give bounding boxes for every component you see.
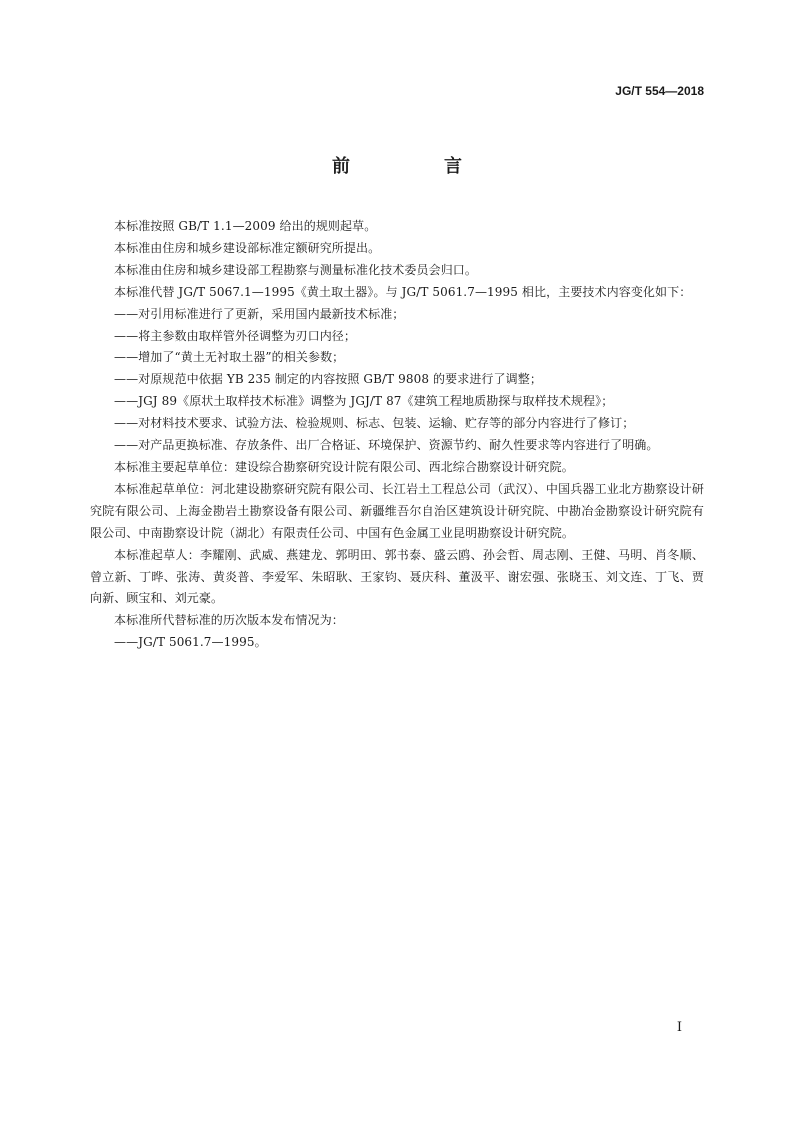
doc-code: JG/T 554—2018 (615, 84, 704, 98)
change-item: ——对引用标准进行了更新，采用国内最新技术标准； (114, 306, 405, 321)
change-item: ——对原规范中依据 YB 235 制定的内容按照 GB/T 9808 的要求进行了调整； (114, 372, 542, 387)
paragraph-drafters: 本标准起草人：李耀刚、武威、燕建龙、郭明田、郭书泰、盛云鸥、孙会哲、周志刚、王健、马明、肖冬顺、曾立新、丁晔、张涛、黄炎普、李爱军、朱昭耿、王家钧、聂庆科、董汲平、谢宏强、张晓玉、刘文连、丁飞、贾向新、顾宝和、刘元豪。 (90, 547, 704, 606)
paragraph-drafting-units: 本标准起草单位：河北建设勘察研究院有限公司、长江岩土工程总公司（武汉）、中国兵器工业北方勘察设计研究院有限公司、上海金勘岩土勘察设备有限公司、新疆维吾尔自治区建筑设计研究院、中勘冶金勘察设计研究院有限公司、中南勘察设计院（湖北）有限责任公司、中国有色金属工业昆明勘察设计研究院。 (90, 481, 704, 540)
change-item: ——对材料技术要求、试验方法、检验规则、标志、包装、运输、贮存等的部分内容进行了修订； (114, 416, 635, 431)
paragraph-main-drafting-units: 本标准主要起草单位：建设综合勘察研究设计院有限公司、西北综合勘察设计研究院。 (114, 459, 574, 474)
paragraph-history-intro: 本标准所代替标准的历次版本发布情况为： (114, 613, 344, 628)
foreword-body (90, 216, 704, 654)
change-item: ——增加了“黄土无衬取土器”的相关参数； (114, 350, 345, 365)
paragraph-drafting-rules: 本标准按照 GB/T 1.1—2009 给出的规则起草。 (114, 219, 377, 233)
change-item: ——JGJ 89《原状土取样技术标准》调整为 JGJ/T 87《建筑工程地质勘探与取样技术规程》； (114, 394, 614, 409)
page-number: I (676, 1020, 682, 1035)
paragraph-proposed-by: 本标准由住房和城乡建设部标准定额研究所提出。 (114, 240, 381, 255)
paragraph-centralized-by: 本标准由住房和城乡建设部工程勘察与测量标准化技术委员会归口。 (114, 262, 478, 277)
paragraph-replaces: 本标准代替 JG/T 5067.1—1995《黄土取土器》。与 JG/T 5061.7—1995 相比，主要技术内容变化如下： (114, 284, 692, 299)
page-title: 前 言 (332, 156, 500, 177)
change-item: ——将主参数由取样管外径调整为刃口内径； (114, 328, 357, 343)
change-item: ——对产品更换标准、存放条件、出厂合格证、环境保护、资源节约、耐久性要求等内容进行了明确。 (114, 438, 659, 453)
history-item: ——JG/T 5061.7—1995。 (114, 635, 267, 650)
